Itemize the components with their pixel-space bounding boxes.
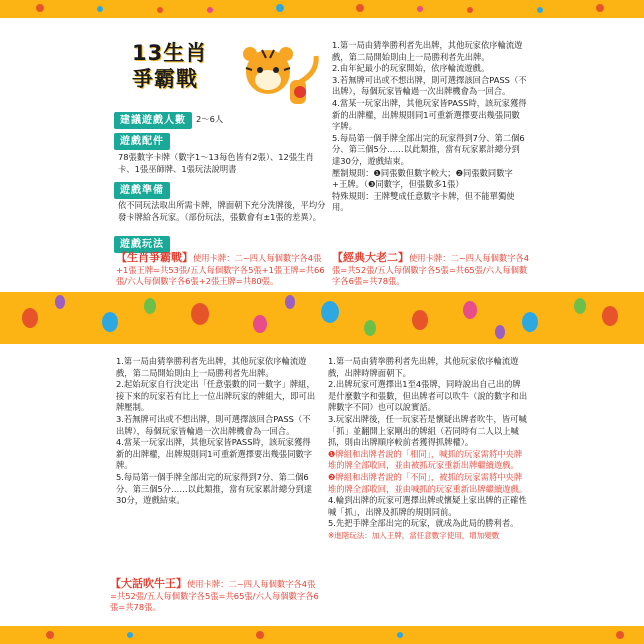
footprint-pattern [0,0,644,18]
game2-block [332,252,532,288]
game3-block [110,578,322,614]
setup-text: 依不同玩法取出所需卡牌，牌面朝下充分洗牌後，平均分發卡牌給各玩家。（部份玩法，張數會有±1張的差異）。 [118,200,326,222]
rules-bottom-left [116,356,316,507]
rule-item: 3.玩家出牌後，任一玩家若是懷疑出牌者吹牛，皆可喊「抓」並翻開上家剛出的牌組（若同時有二人以上喊抓，則由出牌順序較前者獲得抓牌權）。 [328,413,527,448]
game3-usage: 使用卡牌：二~四人每個數字各4張=共52張/五人每個數字各5張=共65張/六人每個數字各6張=共78張。 [110,579,319,613]
setup-label: 遊戲準備 [114,182,170,199]
top-decorative-band [0,0,644,18]
rule-item: 3.若無牌可出或不想出牌，則可選擇該回合PASS（不出牌），每個玩家皆輪過一次出牌機會為一回合。 [332,74,527,97]
rule-item: 5.每局第一個手牌全部出完的玩家得到7分、第二個6分、第三個5分……以此類推，當有玩家累計總分到達30分，遊戲結束。 [116,471,313,506]
rule-item: 2.出牌玩家可選擇出1至4張牌，同時說出自己出的牌是什麼數字和張數，但出牌者可以吹牛（說的數字和出牌數字不同）也可以說實話。 [328,379,528,413]
compare-rule: 壓制規則：❶同張數但數字較大；❷同張數同數字+王牌。（❸同數字，但張數多1張） [332,167,513,190]
rule-item: 4.輪到出牌的玩家可選擇出牌或懷疑上家出牌的正確性喊「抓」，出牌及抓牌的規則同前。 [328,495,527,517]
bottom-decorative-band [0,626,644,644]
game2-title: 【經典大老二】 [332,251,409,264]
rule-item: 1.第一局由猜拳勝利者先出牌，其他玩家依序輪流遊戲，出牌時牌面朝下。 [328,356,519,378]
players-value: 2～6人 [196,114,224,124]
red-bullet [328,472,528,495]
bullet-text: 牌組和出牌者說的「相同」，喊抓的玩家需將中央牌堆的牌全部收回，並由被抓玩家重新出牌繼續遊戲。 [328,448,523,471]
game1-usage: 使用卡牌：二~四人每個數字各4張+1張王牌=共53張/五人每個數字各5張+1張王牌=共66張/六人每個數字各6張+2張王牌=共80張。 [116,253,325,287]
game1-title: 【生肖爭霸戰】 [116,251,193,264]
rule-item: 5.每局第一個手牌全部出完的玩家得到7分、第二個6分、第三個5分……以此類推，當有玩家累計總分到達30分，遊戲結束。 [332,132,525,166]
components-text: 78張數字卡牌（數字1～13每色皆有2張）、12張生肖卡、1張巫師牌、1張玩法說明書 [118,152,314,174]
tiger-mascot-icon [238,42,324,112]
rule-item: 4.當某一玩家出牌，其他玩家皆PASS時，該玩家獲得新的出牌權，出牌規則同1可重新選擇要出幾張同數字牌。 [116,437,313,471]
rule-item: 2.起始玩家自行決定出「任意張數的同一數字」牌組，接下來的玩家若有比上一位出牌玩家的牌組大，即可出牌壓制。 [116,379,316,413]
red-bullet [328,449,528,472]
rule-item: 2.由年紀最小的玩家開始，依序輪流遊戲。 [332,63,490,74]
rules-bottom-right [328,356,528,542]
components-label: 遊戲配件 [114,133,170,150]
game2-usage: 使用卡牌：二~四人每個數字各4張=共52張/五人每個數字各5張=共65張/六人每個數字各6張=共78張。 [332,253,530,287]
middle-decorative-band [0,292,644,344]
rule-item: 4.當某一玩家出牌，其他玩家皆PASS時，該玩家獲得新的出牌權，出牌規則同1可重新選擇要出幾張同數字牌。 [332,97,527,132]
rule-item: 3.若無牌可出或不想出牌，則可選擇該回合PASS（不出牌），每個玩家皆輪過一次出牌機會為一回合。 [116,413,311,436]
bullet-icon: ❷ [328,471,336,482]
game1-block [116,252,328,288]
howto-label: 遊戲玩法 [114,236,170,253]
players-label: 建議遊戲人數 [114,112,192,129]
game3-title: 【大話吹牛王】 [110,577,187,590]
special-rule: 特殊規則：王牌雙成任意數字卡牌，但不能單獨使用。 [332,190,515,213]
title-line-2: 爭霸戰 [132,67,198,91]
footprint-pattern [0,292,644,344]
rule-item: 5.先把手牌全部出完的玩家，就成為此局的勝利者。 [328,518,519,529]
bullet-text: 牌組和出牌者說的「不同」，被抓的玩家需將中央牌堆的牌全部收回，並由喊抓的玩家重新出牌繼續遊戲。 [328,471,528,494]
game-title [132,40,207,92]
rule-item: 1.第一局由猜拳勝利者先出牌，其他玩家依序輪流遊戲，第二局開始則由上一局勝利者先出牌。 [332,40,523,62]
footprint-pattern [0,626,644,644]
title-line-1: 13生肖 [132,41,208,65]
rules-top-right [332,40,528,214]
rule-item: 1.第一局由猜拳勝利者先出牌，其他玩家依序輪流遊戲，第二局開始則由上一局勝利者先出牌。 [116,356,307,378]
advanced-tip: ※進階玩法：加入王牌，當任意數字使用，增加變數 [328,530,500,540]
bullet-icon: ❶ [328,448,336,459]
